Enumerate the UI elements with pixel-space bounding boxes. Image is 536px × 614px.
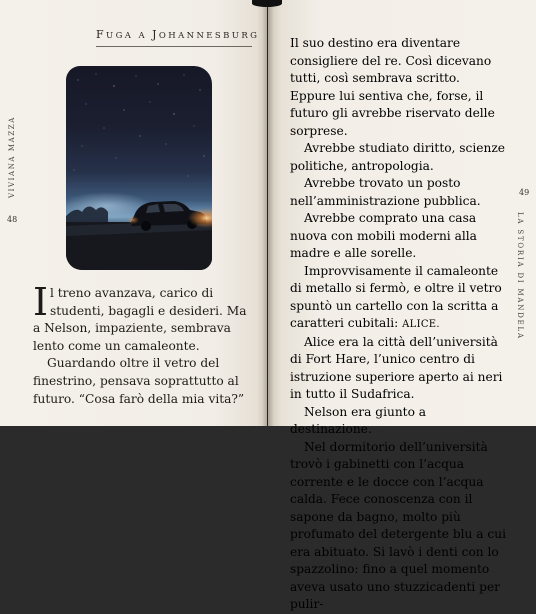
paragraph: Avrebbe studiato diritto, scienze politiche, antropologia. bbox=[290, 141, 505, 173]
paragraph: Avrebbe comprato una casa nuova con mobili moderni alla madre e alle sorelle. bbox=[290, 211, 477, 260]
paragraph: Alice era la città dell’università di Fort Hare, l’unico centro di istruzione superiore aperto ai neri in tutto il Sudafrica. bbox=[290, 334, 503, 401]
page-number-left: 48 bbox=[7, 215, 18, 224]
paragraph: Nelson era giunto a destinazione. bbox=[290, 404, 427, 436]
paragraph: Improvvisamente il camaleonte di metallo si fermò, e oltre il vetro spuntò un cartello con la scritta a caratteri cubitali: ALICE. bbox=[290, 263, 502, 330]
side-chapter-label: LA STORIA DI MANDELA bbox=[516, 212, 524, 340]
night-car-illustration bbox=[66, 66, 212, 270]
left-body-text bbox=[33, 280, 255, 408]
drop-cap: I bbox=[33, 280, 49, 324]
sign-word: ALICE. bbox=[402, 319, 440, 330]
book-gutter bbox=[262, 0, 274, 426]
running-head-rule bbox=[96, 46, 252, 47]
paragraph: Nel dormitorio dell’università trovò i gabinetti con l’acqua corrente e le docce con l’acqua calda. Fece conoscenza con il sapone da bagno, molto più profumato del detergente blu a cui era abituato. Si lavò i denti con lo spazzolino: fino a quel momento aveva usato uno stuzzicadenti per pulir- bbox=[290, 439, 506, 611]
binding-clip bbox=[252, 0, 282, 7]
side-author-label: VIVIANA MAZZA bbox=[8, 116, 16, 198]
page-number-right: 49 bbox=[519, 188, 530, 197]
paragraph: Guardando oltre il vetro del finestrino, pensava soprattutto al futuro. “Cosa farò della mia vita?” bbox=[33, 356, 245, 406]
left-page bbox=[0, 0, 267, 426]
right-body-text bbox=[290, 35, 506, 614]
paragraph: Il suo destino era diventare consigliere del re. Così dicevano tutti, così sembrava scritto. Eppure lui sentiva che, forse, il futuro gli avrebbe riservato delle sorprese. bbox=[290, 36, 495, 138]
paragraph: Il treno avanzava, carico di studenti, bagagli e desideri. Ma a Nelson, impaziente, sembrava lento come un camaleonte. bbox=[33, 280, 247, 353]
paragraph: Avrebbe trovato un posto nell’amministrazione pubblica. bbox=[290, 176, 481, 208]
stars bbox=[74, 74, 205, 177]
running-head: FUGA A JOHANNESBURG bbox=[96, 28, 260, 41]
